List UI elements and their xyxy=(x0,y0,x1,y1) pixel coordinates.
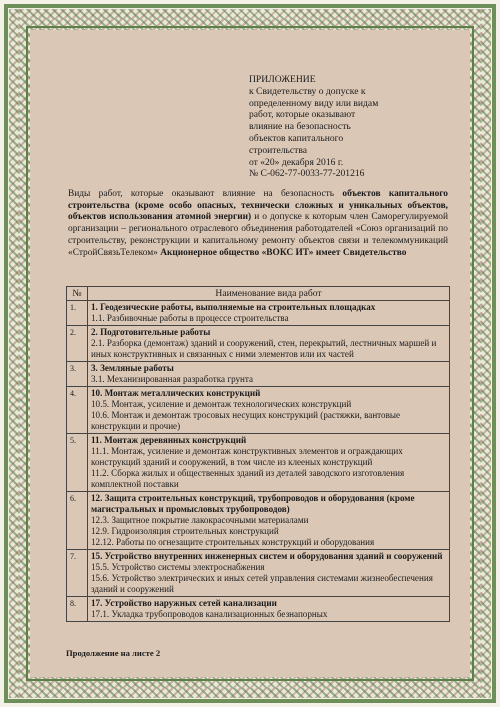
table-row xyxy=(67,550,450,597)
header-name: Наименование вида работ xyxy=(88,287,450,301)
section-title: 15. Устройство внутренних инженерных систем и оборудования зданий и сооружений xyxy=(91,551,443,561)
table-row xyxy=(67,492,450,550)
work-item: 1.1. Разбивочные работы в процессе строительства xyxy=(91,313,289,323)
section-title: 10. Монтаж металлических конструкций xyxy=(91,388,261,398)
row-num: 7. xyxy=(67,550,88,597)
intro-bold-text: объектов капитального строительства (кроме особо опасных, технически сложных и уникальных объектов, объектов использования атомной энергии) xyxy=(68,189,448,223)
intro-paragraph xyxy=(68,189,448,259)
table-row xyxy=(67,301,450,326)
work-item: 15.6. Устройство электрических и иных сетей управления системами жизнеобеспечения зданий и сооружений xyxy=(91,573,433,594)
header-num: № xyxy=(67,287,88,301)
row-num: 8. xyxy=(67,597,88,622)
row-content xyxy=(88,387,450,434)
appendix-line: № С-062-77-0033-77-201216 xyxy=(249,168,365,180)
section-title: 12. Защита строительных конструкций, трубопроводов и оборудования (кроме магистральных и промысловых трубопроводов) xyxy=(91,493,415,514)
section-title: 1. Геодезические работы, выполняемые на строительных площадках xyxy=(91,302,376,312)
table-row xyxy=(67,597,450,622)
table-row xyxy=(67,326,450,362)
continuation-note: Продолжение на листе 2 xyxy=(66,648,161,658)
work-item: 15.5. Устройство системы электроснабжения xyxy=(91,562,265,572)
section-title: 2. Подготовительные работы xyxy=(91,327,211,337)
appendix-line: объектов капитального xyxy=(249,132,344,144)
works-table xyxy=(66,286,450,622)
appendix-line: влияние на безопасность xyxy=(249,121,351,133)
row-num: 1. xyxy=(67,301,88,326)
appendix-line: от «20» декабря 2016 г. xyxy=(249,156,344,168)
intro-text: и о допуске к которым член Саморегулируемой организации – регионального отраслевого объединения работодателей «Союз организаций по строительству, реконструкции и капитальному ремонту объектов связи и телекоммуникаций «СтройСвязьТелеком» xyxy=(68,212,448,258)
work-item: 3.1. Механизированная разработка грунта xyxy=(91,374,254,384)
work-item: 10.5. Монтаж, усиление и демонтаж технологических конструкций xyxy=(91,399,352,409)
row-num: 3. xyxy=(67,362,88,387)
work-item: 10.6. Монтаж и демонтаж тросовых несущих конструкций (растяжки, вантовые конструкции и прочие) xyxy=(91,410,401,431)
row-num: 2. xyxy=(67,326,88,362)
table-header-row xyxy=(67,287,450,301)
work-item: 12.12. Работы по огнезащите строительных конструкций и оборудования xyxy=(91,537,375,547)
row-content xyxy=(88,434,450,492)
work-item: 12.9. Гидроизоляция строительных конструкций xyxy=(91,526,279,536)
work-item: 17.1. Укладка трубопроводов канализационных безнапорных xyxy=(91,609,328,619)
row-content xyxy=(88,326,450,362)
row-content xyxy=(88,492,450,550)
row-content xyxy=(88,597,450,622)
appendix-header xyxy=(249,74,449,180)
table-row xyxy=(67,434,450,492)
appendix-line: к Свидетельству о допуске к xyxy=(249,85,366,97)
table-row xyxy=(67,387,450,434)
work-item: 2.1. Разборка (демонтаж) зданий и сооружений, стен, перекрытий, лестничных маршей и иных конструктивных и связанных с ними элементов или их частей xyxy=(91,338,437,359)
work-item: 12.3. Защитное покрытие лакокрасочными материалами xyxy=(91,515,309,525)
appendix-line: ПРИЛОЖЕНИЕ xyxy=(249,74,316,85)
row-content xyxy=(88,362,450,387)
section-title: 17. Устройство наружных сетей канализации xyxy=(91,598,277,608)
row-num: 4. xyxy=(67,387,88,434)
appendix-line: работ, которые оказывают xyxy=(249,109,356,121)
work-item: 11.2. Сборка жилых и общественных зданий из деталей заводского изготовления комплектной поставки xyxy=(91,468,405,489)
work-item: 11.1. Монтаж, усиление и демонтаж конструктивных элементов и ограждающих конструкций зданий и сооружений, в том числе из клееных конструкций xyxy=(91,446,403,467)
section-title: 3. Земляные работы xyxy=(91,363,174,373)
table-row xyxy=(67,362,450,387)
row-content xyxy=(88,550,450,597)
section-title: 11. Монтаж деревянных конструкций xyxy=(91,435,247,445)
intro-text: Виды работ, которые оказывают влияние на безопасность xyxy=(68,189,343,199)
appendix-line: строительства xyxy=(249,144,308,156)
intro-bold-text: Акционерное общество «ВОКС ИТ» имеет Свидетельство xyxy=(160,247,407,258)
appendix-line: определенному виду или видам xyxy=(249,97,379,109)
row-content xyxy=(88,301,450,326)
row-num: 6. xyxy=(67,492,88,550)
row-num: 5. xyxy=(67,434,88,492)
